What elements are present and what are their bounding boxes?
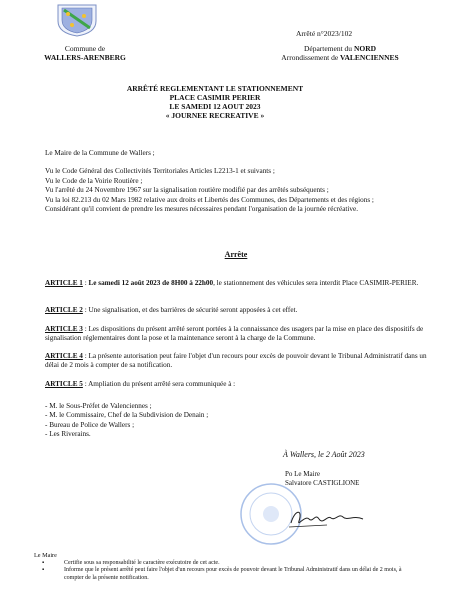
footer-label: Le Maire (34, 552, 57, 559)
arrondissement-name: VALENCIENNES (340, 53, 399, 62)
article-label: ARTICLE 2 (45, 306, 83, 314)
signatory-name: Salvatore CASTIGLIONE (285, 479, 360, 487)
title-line: « JOURNEE RECREATIVE » (165, 111, 265, 120)
preamble-maire: Le Maire de la Commune de Wallers ; (45, 149, 155, 157)
article-text: : Une signalisation, et des barrières de sécurité seront apposées à cet effet. (82, 306, 298, 314)
recipient-item: - M. le Sous-Préfet de Valenciennes ; (45, 402, 152, 410)
bullet-icon: ▪ (42, 567, 45, 574)
article-4 (45, 352, 427, 371)
article-label: ARTICLE 5 (45, 380, 83, 388)
footer-text: Certifie sous sa responsabilité le caractère exécutoire de cet acte. (64, 560, 220, 566)
preamble-vu-loi: Vu la loi 82.213 du 02 Mars 1982 relative aux droits et Libertés des Communes, des Départements et des régions ; (45, 195, 374, 204)
preamble-vu-arrete: Vu l'arrêté du 24 Novembre 1967 sur la signalisation routière modifié par des arrêtés subséquents ; (45, 186, 329, 195)
department-prefix: Département du (303, 44, 353, 53)
arrondissement-line (254, 53, 426, 62)
footer-item (42, 567, 422, 582)
article-text: : La présente autorisation peut faire l'objet d'un recours pour excès de pouvoir devant le Tribunal Administratif dans un délai de 2 mois à compter de sa notification. (45, 352, 427, 370)
recipient-item: - Bureau de Police de Wallers ; (45, 420, 135, 429)
article-label: ARTICLE 3 (45, 325, 83, 333)
preamble (45, 149, 427, 214)
title-line: PLACE CASIMIR PERIER (169, 93, 261, 102)
article-5 (45, 380, 427, 389)
signatory-role: Le Maire (294, 470, 321, 478)
commune-name: WALLERS-ARENBERG (44, 53, 126, 62)
arrondissement-prefix: Arrondissement de (281, 53, 339, 62)
department-name: NORD (353, 44, 377, 53)
article-text: : Ampliation du présent arrêté sera communiquée à : (82, 380, 236, 388)
article-text: : Les dispositions du présent arrêté seront portées à la connaissance des usagers par la mise en place des dispositifs de signalisation réglementaires dont la pose et la maintenance seront à la charge de la Commune. (45, 325, 424, 343)
bullet-icon: ▪ (42, 560, 45, 566)
title-line: ARRÊTÉ REGLEMENTANT LE STATIONNEMENT (126, 84, 304, 93)
preamble-vu-cgct: Vu le Code Général des Collectivités Territoriales Articles L2213-1 et suivants ; (45, 167, 275, 176)
document-title (60, 84, 370, 120)
department-line (270, 44, 410, 53)
recipient-item: - Les Riverains. (45, 430, 91, 439)
footer-certification (42, 560, 422, 582)
arrete-heading: Arrête (224, 250, 248, 259)
article-1: ARTICLE 1 : Le samedi 12 août 2023 de 8H00 à 22h00, le stationnement des véhicules sera interdit Place CASIMIR-PERIER. (45, 279, 419, 287)
commune-crest-logo (54, 3, 100, 37)
article-2 (45, 306, 427, 315)
preamble-considerant: Considérant qu'il convient de prendre les mesures nécessaires pendant l'organisation de la journée récréative. (45, 205, 359, 214)
footer-text: Informe que le présent arrêté peut faire l'objet d'un recours pour excès de pouvoir devant le Tribunal Administratif dans un délai de 2 mois, à compter de la présente notification. (64, 567, 402, 581)
recipient-item: - M. le Commissaire, Chef de la Subdivision de Denain ; (45, 411, 209, 420)
recipients-list (45, 402, 427, 440)
article-1-date: Le samedi 12 août 2023 de 8H00 à 22h00 (88, 279, 214, 287)
article-text: , le stationnement des véhicules sera interdit Place CASIMIR-PERIER. (213, 279, 419, 287)
article-label: ARTICLE 1 (45, 279, 83, 287)
title-line: LE SAMEDI 12 AOUT 2023 (169, 102, 261, 111)
signatory-block (285, 470, 359, 488)
signature-po: Po (285, 470, 293, 478)
article-3 (45, 325, 427, 344)
arrete-reference: Arrêté n°2023/102 (296, 29, 353, 38)
commune-label: Commune de (64, 44, 106, 53)
article-label: ARTICLE 4 (45, 352, 83, 360)
preamble-vu-voirie: Vu le Code de la Voirie Routière ; (45, 176, 143, 185)
handwritten-signature (287, 505, 367, 531)
signature-place-date: À Wallers, le 2 Août 2023 (283, 450, 365, 459)
